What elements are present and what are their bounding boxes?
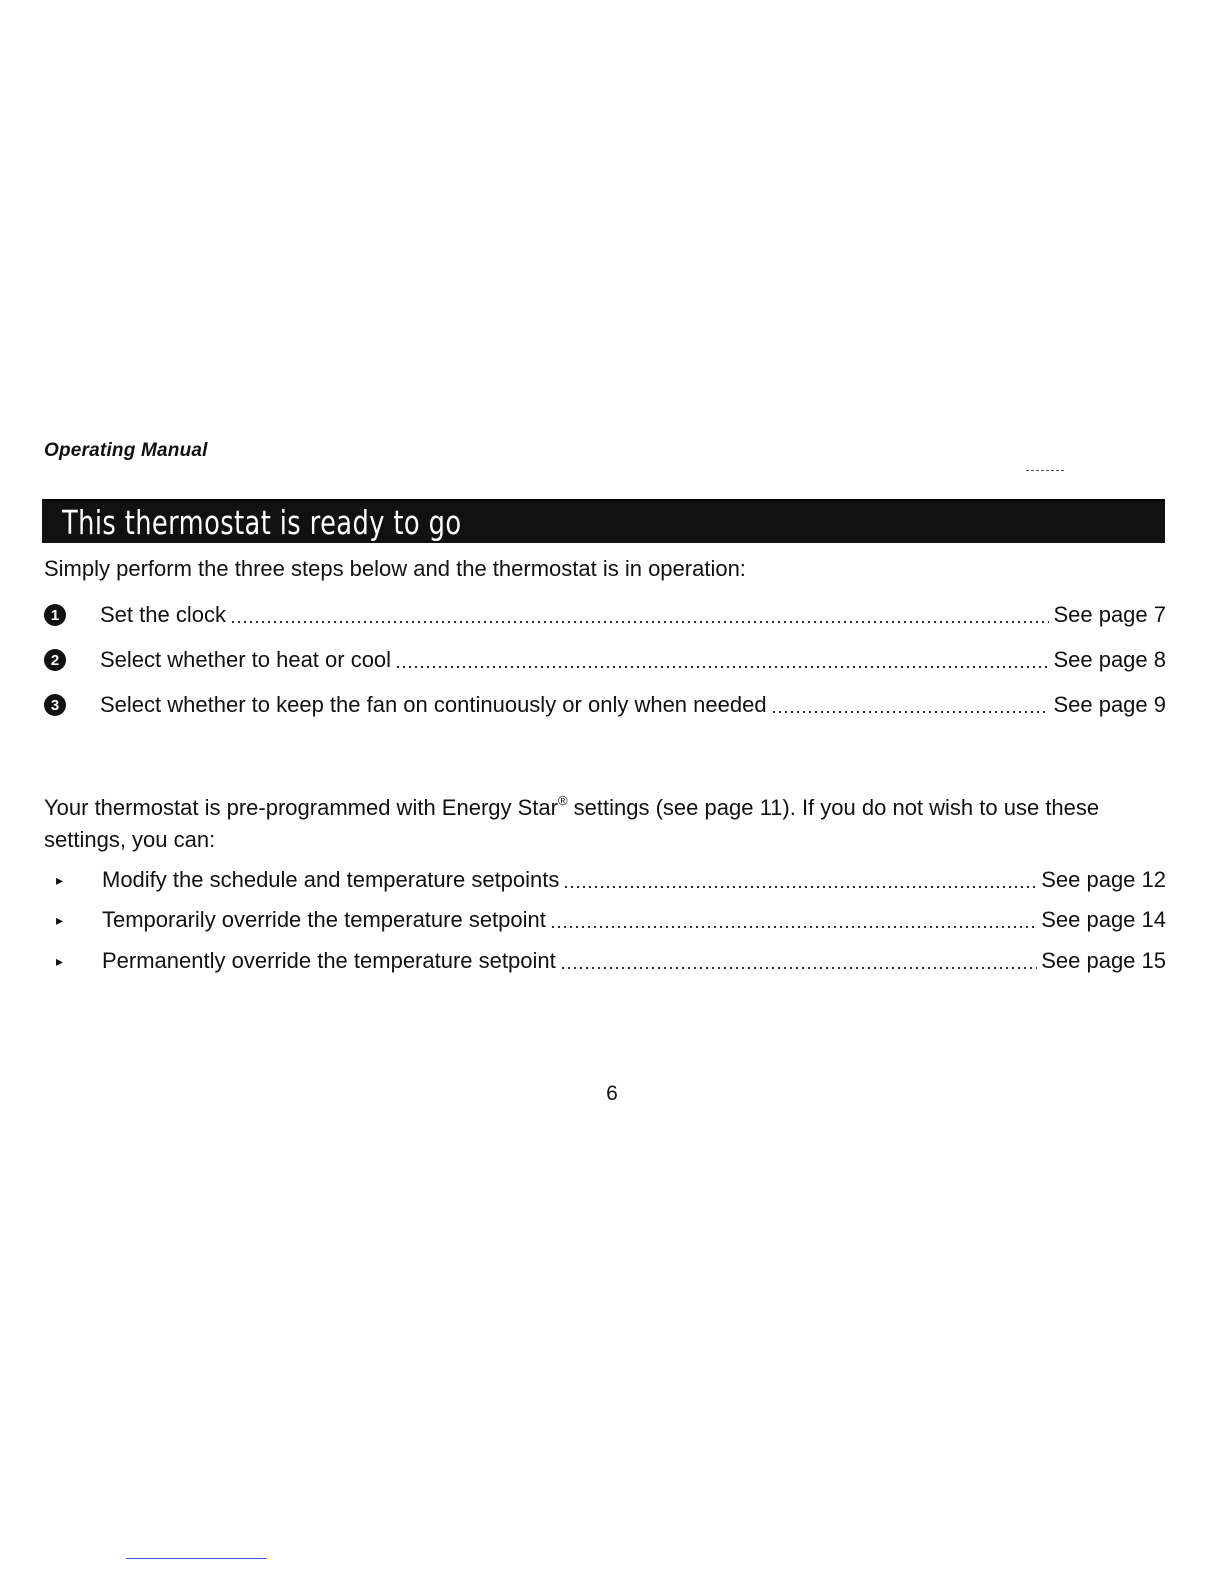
page-reference: See page 15: [1041, 948, 1166, 973]
section-banner: [42, 499, 1165, 543]
option-label: Modify the schedule and temperature setpoints: [102, 867, 560, 892]
dot-leader: [560, 967, 1038, 969]
intro-paragraph: Simply perform the three steps below and the thermostat is in operation:: [44, 556, 746, 581]
dot-leader: [563, 886, 1037, 888]
page-reference: See page 9: [1053, 692, 1166, 717]
page-reference: See page 14: [1041, 907, 1166, 932]
page-reference: See page 12: [1041, 867, 1166, 892]
step-label: Select whether to keep the fan on continuously or only when needed: [100, 692, 767, 717]
triangle-bullet-icon: ▸: [56, 912, 64, 928]
step-item-2: [44, 643, 1166, 677]
header-dash-mark: [1026, 470, 1064, 471]
option-label: Temporarily override the temperature setpoint: [102, 907, 546, 932]
registered-mark: ®: [557, 793, 568, 808]
dot-leader: [395, 666, 1049, 668]
step-label: Select whether to heat or cool: [100, 647, 392, 672]
page-reference: See page 8: [1053, 647, 1166, 672]
step-number-icon: 2: [44, 649, 66, 671]
outro-text-start: Your thermostat is pre-programmed with Energy Star: [44, 795, 558, 820]
section-title: This thermostat is ready to go: [62, 503, 462, 542]
triangle-bullet-icon: ▸: [56, 872, 64, 888]
option-item-1: [44, 863, 1166, 897]
step-number-icon: 3: [44, 694, 66, 716]
energy-star-paragraph: [44, 792, 1166, 856]
dot-leader: [771, 711, 1050, 713]
triangle-bullet-icon: ▸: [56, 953, 64, 969]
running-head: Operating Manual: [44, 440, 208, 461]
page-number: 6: [606, 1082, 618, 1105]
option-item-2: [44, 903, 1166, 937]
option-item-3: [44, 944, 1166, 978]
dot-leader: [550, 926, 1037, 928]
step-number-icon: 1: [44, 604, 66, 626]
step-item-1: [44, 598, 1166, 632]
outro-text-end: settings (see page 11). If you do not wish to use these settings, you can:: [44, 795, 1100, 852]
dot-leader: [230, 621, 1050, 623]
footer-rule: [126, 1558, 267, 1559]
page-reference: See page 7: [1053, 602, 1166, 627]
step-item-3: [44, 688, 1166, 722]
step-label: Set the clock: [100, 602, 226, 627]
option-label: Permanently override the temperature setpoint: [102, 948, 556, 973]
